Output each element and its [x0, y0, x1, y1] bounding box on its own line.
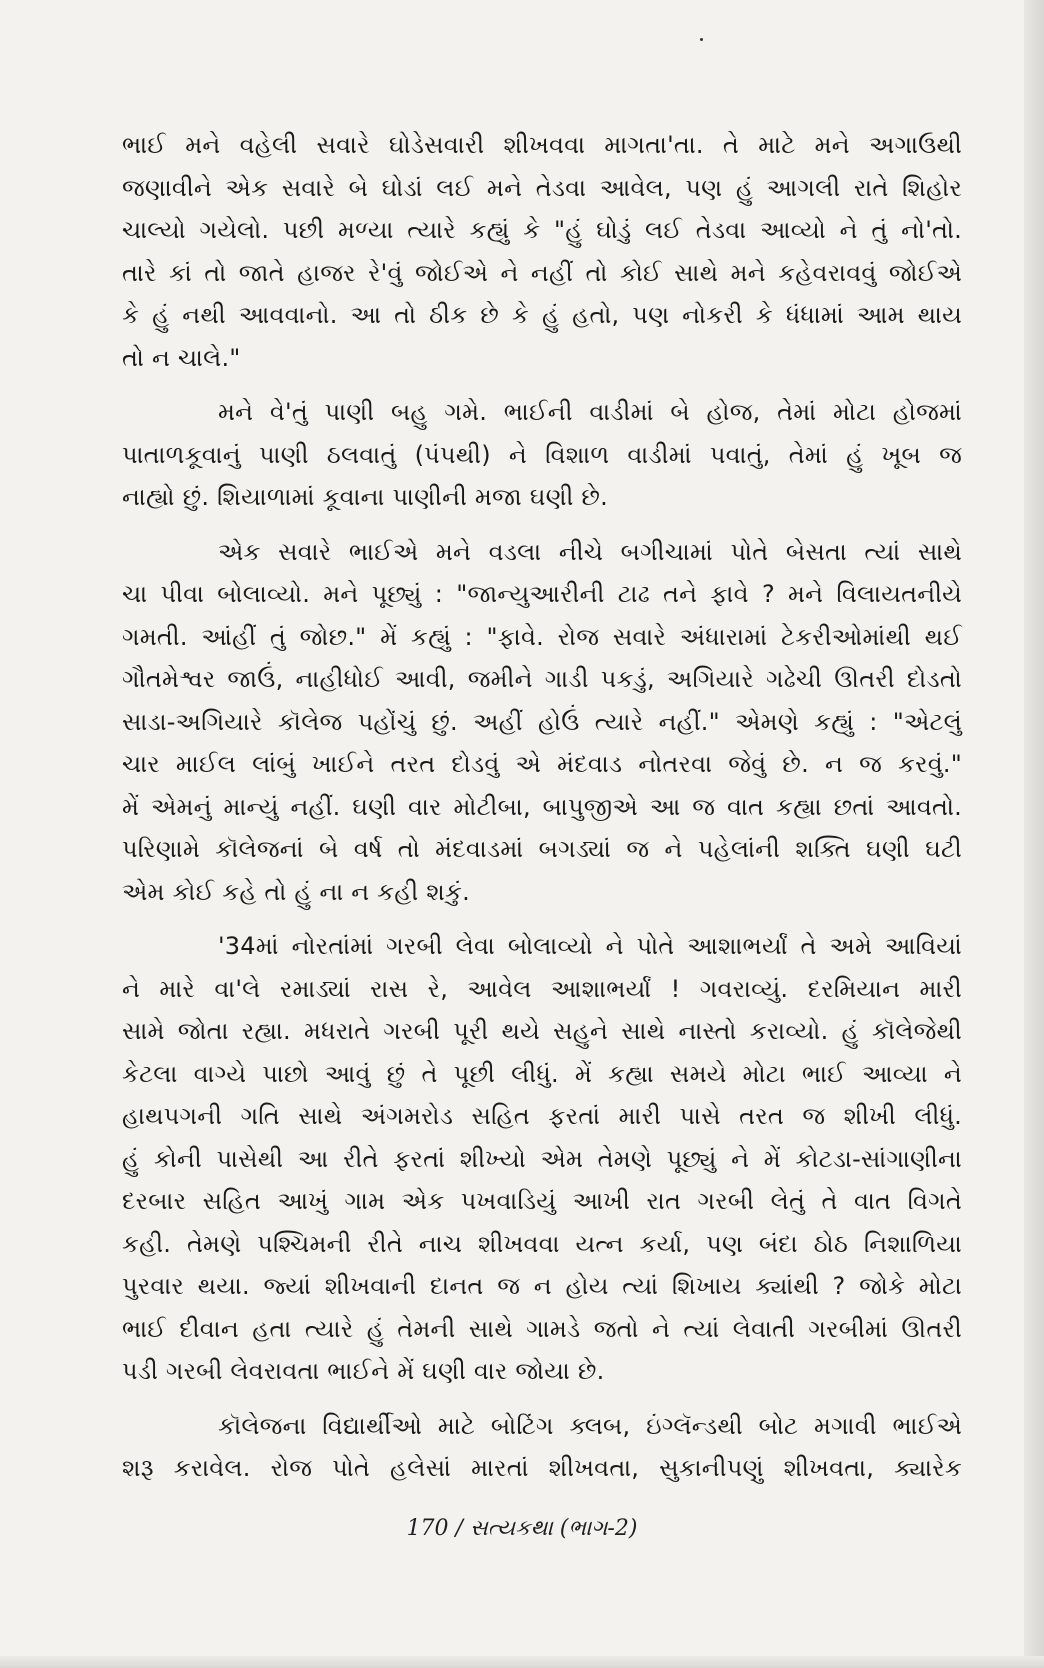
text-line: પડી ગરબી લેવરાવતા ભાઈને મેં ઘણી વાર જોયા છે. [122, 1357, 605, 1385]
page-edge [1024, 0, 1044, 1668]
text-line: કે હું નથી આવવાનો. આ તો ઠીક છે કે હું હતો, પણ નોકરી કે ધંધામાં આમ થાય [122, 301, 962, 329]
text-line: એક સવારે ભાઈએ મને વડલા નીચે બગીચામાં પોતે બેસતા ત્યાં સાથે [218, 537, 962, 566]
text-line: દરબાર સહિત આખું ગામ એક પખવાડિયું આખી રાત ગરબી લેતું તે વાત વિગતે [122, 1187, 962, 1215]
page-footer: 170 / સત્યકથા (ભાગ-2) [406, 1516, 638, 1541]
text-line: ભાઈ દીવાન હતા ત્યારે હું તેમની સાથે ગામડે જતો ને ત્યાં લેવાતી ગરબીમાં ઊતરી [122, 1314, 962, 1343]
text-line: તો ન ચાલે." [122, 343, 241, 372]
text-line: પુરવાર થયા. જ્યાં શીખવાની દાનત જ ન હોય ત્યાં શિખાય ક્યાંથી ? જોકે મોટા [122, 1272, 962, 1300]
paragraph [122, 1405, 962, 1490]
paragraph [122, 925, 962, 1393]
text-line: નાહ્યો છું. શિયાળામાં કૂવાના પાણીની મજા ઘણી છે. [122, 483, 608, 511]
text-line: ભાઈ મને વહેલી સવારે ઘોડેસવારી શીખવવા માગતા'તા. તે માટે મને અગાઉથી [122, 131, 962, 159]
text-line: ગૌતમેશ્વર જાઉં, નાહીધોઈ આવી, જમીને ગાડી પકડું, અગિયારે ગઢેચી ઊતરી દોડતો [122, 665, 962, 693]
text-line: પાતાળકૂવાનું પાણી ઠલવાતું (પંપથી) ને વિશાળ વાડીમાં પવાતું, તેમાં હું ખૂબ જ [122, 440, 962, 469]
text-line: કૉલેજના વિદ્યાર્થીઓ માટે બોટિંગ ક્લબ, ઇંગ્લૅન્ડથી બોટ મગાવી ભાઈએ [218, 1411, 962, 1440]
text-line: ચા પીવા બોલાવ્યો. મને પૂછ્યું : "જાન્યુઆરીની ટાઢ તને ફાવે ? મને વિલાયતનીયે [122, 580, 962, 608]
text-line: '34માં નોરતાંમાં ગરબી લેવા બોલાવ્યો ને પોતે આશાભર્યાં તે અમે આવિયાં [218, 932, 962, 960]
text-line: સામે જોતા રહ્યા. મધરાતે ગરબી પૂરી થયે સહુને સાથે નાસ્તો કરાવ્યો. હું કૉલેજેથી [122, 1017, 962, 1045]
text-line: જણાવીને એક સવારે બે ઘોડાં લઈ મને તેડવા આવેલ, પણ હું આગલી રાતે શિહોર [122, 173, 962, 202]
speck [700, 38, 703, 41]
text-line: ગમતી. આંહીં તું જોછ." મેં કહ્યું : "ફાવે. રોજ સવારે અંધારામાં ટેકરીઓમાંથી થઈ [122, 622, 962, 651]
paragraph [122, 531, 962, 914]
text-line: ચાર માઈલ લાંબું ખાઈને તરત દોડવું એ મંદવાડ નોતરવા જેવું છે. ન જ કરવું." [122, 750, 962, 778]
text-line: મેં એમનું માન્યું નહીં. ઘણી વાર મોટીબા, બાપુજીએ આ જ વાત કહ્યા છતાં આવતો. [122, 792, 962, 821]
text-line: મને વે'તું પાણી બહુ ગમે. ભાઈની વાડીમાં બે હોજ, તેમાં મોટા હોજમાં [218, 398, 962, 426]
text-line: કેટલા વાગ્યે પાછો આવું છું તે પૂછી લીધું. મેં કહ્યા સમયે મોટા ભાઈ આવ્યા ને [122, 1059, 962, 1088]
text-line: પરિણામે કૉલેજનાં બે વર્ષ તો મંદવાડમાં બગડ્યાં જ ને પહેલાંની શક્તિ ઘણી ઘટી [122, 835, 962, 863]
paragraph [122, 124, 962, 379]
text-line: તારે કાં તો જાતે હાજર રે'વું જોઈએ ને નહીં તો કોઈ સાથે મને કહેવરાવવું જોઈએ [122, 258, 962, 287]
text-line: સાડા-અગિયારે કૉલેજ પહોંચું છું. અહીં હોઉં ત્યારે નહીં." એમણે કહ્યું : "એટલું [122, 707, 962, 736]
text-line: હાથપગની ગતિ સાથે અંગમરોડ સહિત ફરતાં મારી પાસે તરત જ શીખી લીધું. [122, 1102, 962, 1130]
paragraph [122, 391, 962, 519]
body-text [122, 124, 962, 1490]
text-line: હું કોની પાસેથી આ રીતે ફરતાં શીખ્યો એમ તેમણે પૂછ્યું ને મેં કોટડા-સાંગાણીના [122, 1144, 962, 1173]
text-line: એમ કોઈ કહે તો હું ના ન કહી શકું. [122, 877, 470, 906]
text-line: શરૂ કરાવેલ. રોજ પોતે હલેસાં મારતાં શીખવતા, સુકાનીપણું શીખવતા, ક્યારેક [122, 1454, 962, 1482]
text-line: ને મારે વા'લે રમાડ્યાં રાસ રે, આવેલ આશાભર્યાં ! ગવરાવ્યું. દરમિયાન મારી [122, 974, 962, 1003]
text-line: કહી. તેમણે પશ્ચિમની રીતે નાચ શીખવવા યત્ન કર્યા, પણ બંદા ઠોઠ નિશાળિયા [122, 1229, 962, 1258]
text-line: ચાલ્યો ગયેલો. પછી મળ્યા ત્યારે કહ્યું કે "હું ઘોડું લઈ તેડવા આવ્યો ને તું નો'તો. [122, 216, 962, 244]
page-bottom-edge [0, 1656, 1044, 1668]
